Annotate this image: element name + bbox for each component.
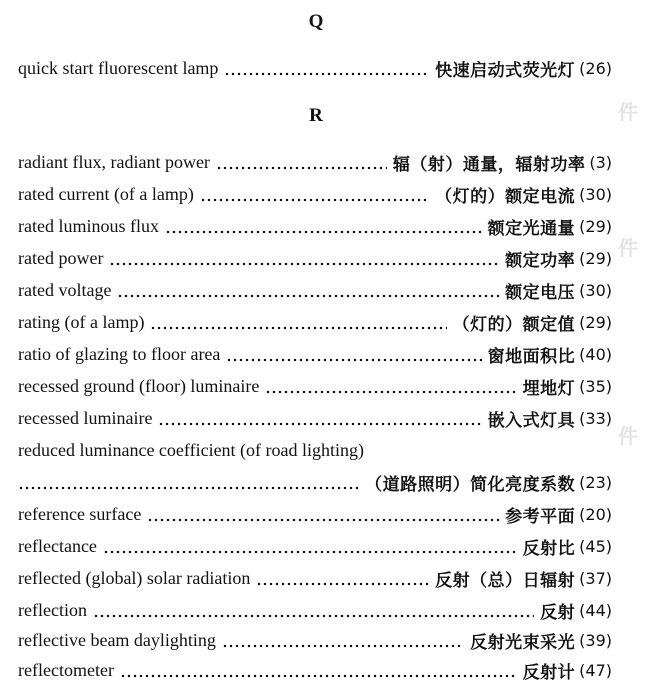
entry-english-term: rated voltage — [18, 279, 112, 300]
dot-leader — [120, 656, 517, 684]
entry-english-term: reference surface — [18, 503, 142, 524]
entry-english-term: reflected (global) solar radiation — [18, 567, 251, 588]
entry-chinese-term: （灯的）额定电流 — [435, 186, 576, 207]
dot-leader — [109, 244, 499, 272]
index-entry — [18, 404, 612, 432]
entry-page-number: (44) — [579, 600, 612, 620]
dot-leader — [117, 276, 499, 304]
watermark-glyph: 件 — [618, 424, 638, 448]
entry-page-number: (20) — [579, 504, 612, 524]
entry-chinese-term: 辐（射）通量，辐射功率 — [392, 154, 586, 175]
index-entry — [18, 656, 612, 684]
index-entry — [18, 54, 612, 82]
entry-page-number: (30) — [579, 184, 612, 204]
entry-page-number: (29) — [579, 312, 612, 332]
entry-english-term: rating (of a lamp) — [18, 311, 145, 332]
section-letter-q: Q — [308, 11, 324, 32]
entry-page-number: (30) — [579, 280, 612, 300]
entry-page-number: (35) — [579, 376, 612, 396]
entry-english-term: recessed ground (floor) luminaire — [18, 375, 260, 396]
entry-page-number: (47) — [579, 660, 612, 680]
index-entry — [18, 244, 612, 272]
entry-page-number: (40) — [579, 344, 612, 364]
watermark-glyph: 件 — [618, 236, 638, 260]
index-entry — [18, 212, 612, 240]
entry-english-term: rated luminous flux — [18, 215, 159, 236]
watermark-glyph: 件 — [618, 100, 638, 124]
entry-chinese-term: 反射 — [540, 602, 576, 623]
entry-chinese-term: （道路照明）简化亮度系数 — [365, 474, 576, 495]
entry-chinese-term: 额定功率 — [505, 250, 576, 271]
entry-chinese-term: 额定光通量 — [487, 218, 576, 239]
dot-leader — [265, 372, 516, 400]
entry-chinese-term: 参考平面 — [505, 506, 576, 527]
index-entry — [18, 626, 612, 654]
entry-english-term: reflectometer — [18, 659, 114, 680]
dot-leader — [200, 180, 429, 208]
index-entry — [18, 340, 612, 368]
entry-english-term: reflection — [18, 599, 87, 620]
entry-chinese-term: 嵌入式灯具 — [487, 410, 576, 431]
dot-leader — [256, 564, 429, 592]
entry-english-term: reflectance — [18, 535, 97, 556]
entry-chinese-term: 额定电压 — [505, 282, 576, 303]
index-entry — [18, 276, 612, 304]
entry-page-number: (3) — [589, 152, 612, 172]
entry-page-number: (29) — [579, 216, 612, 236]
entry-page-number: (39) — [579, 630, 612, 650]
index-entry — [18, 596, 612, 624]
entry-english-term: reduced luminance coefficient (of road lighting) — [18, 439, 365, 460]
entry-chinese-term: 反射光束采光 — [470, 632, 576, 653]
index-entry — [18, 308, 612, 336]
index-entry — [18, 148, 612, 176]
entry-english-term: rated current (of a lamp) — [18, 183, 194, 204]
index-entry — [18, 372, 612, 400]
entry-page-number: (33) — [579, 408, 612, 428]
dot-leader — [216, 148, 387, 176]
entry-chinese-term: 窗地面积比 — [487, 346, 576, 367]
entry-chinese-term: 埋地灯 — [522, 378, 576, 399]
entry-chinese-term: 反射计 — [522, 662, 576, 683]
index-entry-term-line — [18, 436, 612, 464]
section-letter-r: R — [309, 105, 323, 126]
entry-chinese-term: 反射（总）日辐射 — [435, 570, 576, 591]
index-entry — [18, 532, 612, 560]
index-entry — [18, 564, 612, 592]
entry-page-number: (37) — [579, 568, 612, 588]
entry-page-number: (45) — [579, 536, 612, 556]
dot-leader — [150, 308, 446, 336]
dot-leader — [103, 532, 517, 560]
dot-leader — [93, 596, 534, 624]
entry-chinese-term: 快速启动式荧光灯 — [435, 60, 576, 81]
entry-english-term: recessed luminaire — [18, 407, 153, 428]
entry-english-term: reflective beam daylighting — [18, 629, 216, 650]
index-entry — [18, 180, 612, 208]
index-entry — [18, 500, 612, 528]
dot-leader — [165, 212, 482, 240]
dot-leader — [147, 500, 499, 528]
dot-leader — [18, 468, 359, 496]
entry-english-term: radiant flux, radiant power — [18, 151, 210, 172]
index-entry-continuation — [18, 468, 612, 496]
entry-page-number: (23) — [579, 472, 612, 492]
entry-english-term: rated power — [18, 247, 104, 268]
entry-page-number: (26) — [579, 58, 612, 78]
dot-leader — [158, 404, 481, 432]
entry-chinese-term: （灯的）额定值 — [452, 314, 576, 335]
entry-chinese-term: 反射比 — [522, 538, 576, 559]
entry-english-term: ratio of glazing to floor area — [18, 343, 221, 364]
dot-leader — [222, 626, 464, 654]
dot-leader — [226, 340, 481, 368]
dot-leader — [224, 54, 429, 82]
entry-english-term: quick start fluorescent lamp — [18, 57, 219, 78]
entry-page-number: (29) — [579, 248, 612, 268]
